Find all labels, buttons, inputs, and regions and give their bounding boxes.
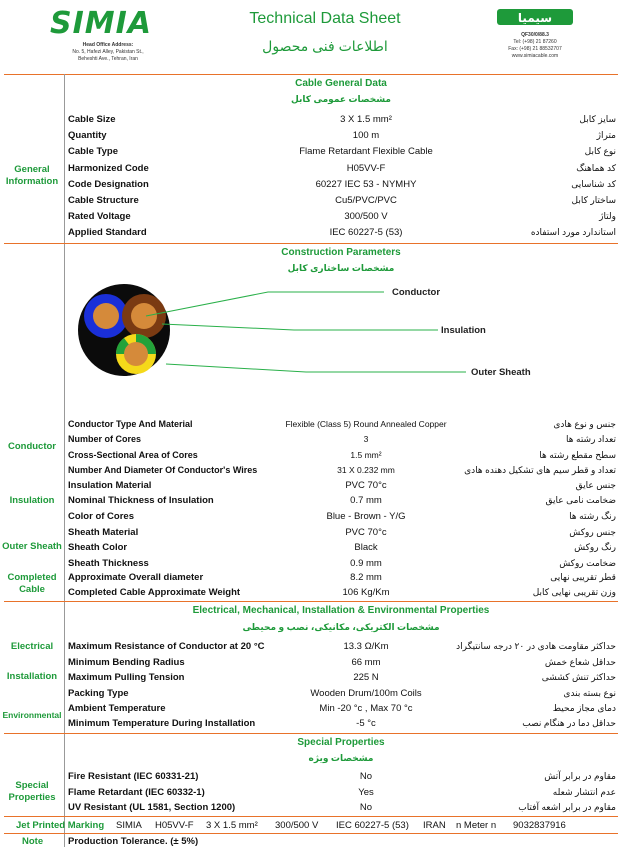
insulation-leader-line: [162, 324, 438, 330]
row-label: Flame Retardant (IEC 60332-1): [68, 786, 205, 798]
document-title: Technical Data Sheet: [249, 10, 401, 27]
jet-part: IRAN: [423, 820, 446, 831]
conductor-leader-line: [146, 292, 384, 316]
office-address: [52, 42, 164, 63]
row-label: Sheath Thickness: [68, 557, 149, 569]
section-title-construction-fa: مشخصات ساختاری کابل: [287, 263, 395, 273]
data-row: [66, 639, 618, 654]
row-label: Sheath Color: [68, 542, 128, 554]
core-blue-conductor: [93, 303, 119, 329]
row-label: Maximum Pulling Tension: [68, 672, 185, 684]
contact-info: [490, 32, 580, 60]
row-label-fa: سطح مقطع رشته ها: [539, 449, 616, 460]
row-label: Ambient Temperature: [68, 703, 166, 714]
section-title-general: Cable General Data: [295, 78, 387, 89]
section-title-electrical-fa: مشخصات الکتریکی، مکانیکی، نصب و محیطی: [242, 622, 440, 632]
row-label-fa: نوع بسته بندی: [563, 687, 616, 698]
jet-part: H05VV-F: [155, 820, 194, 831]
side-label-electrical: Electrical: [10, 641, 54, 652]
row-label: Sheath Material: [68, 527, 139, 538]
row-label-fa: قطر تقریبی نهایی: [550, 572, 616, 582]
data-row: [66, 540, 618, 555]
data-row: [66, 509, 618, 524]
row-label-fa: مقاوم در برابر آتش: [544, 771, 616, 781]
data-row: [66, 655, 618, 670]
row-label: Harmonized Code: [68, 162, 149, 174]
row-value: PVC 70°c: [345, 527, 387, 538]
data-row: [66, 177, 618, 192]
conductor-callout: Conductor: [392, 287, 441, 298]
row-value: 60227 IEC 53 - NYMHY: [315, 178, 417, 190]
row-label-fa: کد شناسایی: [571, 178, 616, 189]
row-label: Completed Cable Approximate Weight: [68, 587, 241, 599]
data-row: [66, 556, 618, 571]
row-label: Maximum Resistance of Conductor at 20 °C: [68, 641, 265, 652]
row-label-fa: تعداد رشته ها: [566, 434, 616, 445]
qf-code: QF30/0/88.3: [521, 32, 549, 38]
row-label-fa: ولتاژ: [599, 211, 616, 222]
row-label-fa: جنس و نوع هادی: [553, 419, 616, 429]
insulation-callout: Insulation: [441, 325, 486, 336]
header: [0, 0, 622, 72]
data-row: [66, 800, 618, 815]
row-label-fa: سایز کابل: [579, 114, 616, 124]
row-value: No: [359, 802, 373, 813]
divider: [4, 733, 618, 734]
data-row: [66, 112, 618, 127]
row-label-fa: تعداد و قطر سیم های تشکیل دهنده هادی: [464, 464, 616, 475]
row-value: 225 N: [353, 672, 379, 684]
document-title-fa: اطلاعات فنی محصول: [262, 38, 388, 54]
jet-part: IEC 60227-5 (53): [336, 820, 409, 831]
row-label: Approximate Overall diameter: [68, 572, 204, 583]
row-label: Number And Diameter Of Conductor's Wires: [68, 464, 258, 475]
note-text: Production Tolerance. (± 5%): [68, 836, 199, 847]
row-label-fa: رنگ رشته ها: [569, 510, 616, 521]
website: www.simiacable.com: [511, 53, 559, 59]
row-value: Yes: [358, 786, 374, 798]
jet-part: 9032837916: [513, 820, 566, 831]
row-label-fa: استاندارد مورد استفاده: [530, 227, 616, 238]
sheath-leader-line: [166, 364, 466, 372]
note-row: [0, 835, 622, 847]
row-label-fa: دمای مجاز محیط: [552, 703, 616, 713]
jet-part: n Meter n: [456, 820, 497, 831]
section-title-special-fa: مشخصات ویژه: [308, 753, 374, 763]
row-label-fa: جنس عایق: [575, 480, 616, 490]
row-value: 0.7 mm: [350, 495, 382, 507]
row-value: Flexible (Class 5) Round Annealed Copper: [285, 419, 447, 429]
data-row: [66, 525, 618, 540]
row-value: 8.2 mm: [350, 572, 382, 583]
core-yg-conductor: [124, 342, 148, 366]
section-title-electrical: Electrical, Mechanical, Installation & Environmental Properties: [192, 605, 490, 616]
cable-cross-section-diagram: [66, 270, 618, 412]
data-row: [66, 463, 618, 478]
row-label: Minimum Bending Radius: [68, 657, 185, 668]
side-label-insulation: Insulation: [9, 495, 55, 506]
row-value: IEC 60227-5 (53): [329, 227, 403, 239]
row-label-fa: حداکثر مقاومت هادی در ۲۰ درجه سانتیگراد: [456, 641, 616, 651]
row-label: Cross-Sectional Area of Cores: [68, 449, 198, 460]
data-row: [66, 193, 618, 208]
data-row: [66, 716, 618, 731]
row-label-fa: جنس روکش: [569, 527, 616, 537]
row-label-fa: متراژ: [596, 130, 616, 141]
row-label: Quantity: [68, 130, 107, 142]
row-label-fa: رنگ روکش: [574, 542, 616, 553]
simia-fa-logo: [495, 6, 575, 28]
row-label-fa: حداقل دما در هنگام نصب: [522, 718, 616, 729]
data-row: [66, 570, 618, 585]
row-label: Cable Type: [68, 146, 118, 158]
row-value: 1.5 mm²: [350, 449, 382, 460]
data-row: [66, 417, 618, 432]
row-label: Insulation Material: [68, 480, 152, 491]
row-label: Nominal Thickness of Insulation: [68, 495, 214, 507]
row-value: Black: [354, 542, 378, 554]
row-label: Cable Size: [68, 114, 116, 125]
row-value: H05VV-F: [346, 162, 386, 174]
row-value: Wooden Drum/100m Coils: [310, 687, 422, 699]
row-label: Code Designation: [68, 178, 149, 190]
divider: [4, 833, 618, 834]
data-row: [66, 585, 618, 600]
side-label-conductor: Conductor: [7, 441, 57, 452]
row-label-fa: عدم انتشار شعله: [552, 786, 616, 797]
row-value: No: [359, 771, 373, 782]
simia-fa-logo-text: سیمیا: [517, 11, 553, 25]
row-label-fa: ضخامت روکش: [559, 557, 616, 568]
data-row: [66, 209, 618, 224]
office-address-title: Head Office Address:: [82, 42, 134, 48]
section-title-construction: Construction Parameters: [281, 247, 401, 258]
row-label-fa: مقاوم در برابر اشعه آفتاب: [518, 802, 616, 812]
section-title-general-fa: مشخصات عمومی کابل: [290, 94, 392, 104]
column-divider: [64, 74, 65, 847]
note-label: Note: [22, 836, 44, 847]
telephone: Tel: (+98) 21 87260: [513, 39, 557, 45]
row-value: 31 X 0.232 mm: [337, 464, 395, 475]
side-label-sheath: Outer Sheath: [2, 541, 62, 552]
row-label: Minimum Temperature During Installation: [68, 718, 256, 730]
row-label: Applied Standard: [68, 227, 147, 239]
row-label: Packing Type: [68, 687, 129, 699]
row-value: 66 mm: [351, 657, 381, 668]
outer-sheath-callout: Outer Sheath: [471, 367, 531, 378]
office-address-line-1: No. 5, Hafezi Alley, Pakistan St.,: [72, 49, 144, 55]
divider: [4, 601, 618, 602]
row-value: 100 m: [352, 130, 380, 142]
row-value: Blue - Brown - Y/G: [326, 510, 406, 522]
data-row: [66, 769, 618, 784]
row-label-fa: ضخامت نامی عایق: [545, 495, 616, 506]
side-label-installation: Installation: [6, 671, 58, 682]
data-row: [66, 701, 618, 716]
row-value: Min -20 °c , Max 70 °c: [319, 703, 413, 714]
row-value: PVC 70°c: [345, 480, 387, 491]
data-row: [66, 128, 618, 143]
row-label: Conductor Type And Material: [68, 419, 193, 429]
jet-printed-marking: [0, 818, 622, 832]
side-label-completed: Completed Cable: [7, 572, 57, 595]
data-row: [66, 785, 618, 800]
row-label-fa: وزن تقریبی نهایی کابل: [532, 587, 616, 598]
data-row: [66, 448, 618, 463]
row-label: Rated Voltage: [68, 211, 131, 223]
row-label: Color of Cores: [68, 510, 134, 522]
data-row: [66, 225, 618, 240]
row-label-fa: نوع کابل: [584, 146, 616, 157]
row-label: Fire Resistant (IEC 60331-21): [68, 771, 199, 782]
divider: [4, 74, 618, 75]
data-row: [66, 144, 618, 159]
data-row: [66, 161, 618, 176]
row-label: Cable Structure: [68, 195, 139, 206]
data-row: [66, 493, 618, 508]
divider: [4, 243, 618, 244]
side-label-special: Special Properties: [8, 780, 56, 803]
row-value: Cu5/PVC/PVC: [335, 195, 397, 206]
jet-part: SIMIA: [116, 820, 142, 831]
jet-part: 300/500 V: [275, 820, 319, 831]
section-title-special: Special Properties: [297, 737, 385, 748]
row-value: Flame Retardant Flexible Cable: [299, 146, 433, 158]
side-label-environmental: Environmental: [2, 710, 62, 720]
row-value: 3 X 1.5 mm²: [340, 114, 392, 125]
row-label-fa: حداکثر تنش کششی: [541, 672, 616, 683]
row-value: 3: [363, 434, 369, 445]
divider: [4, 816, 618, 817]
office-address-line-2: Beheshti Ave., Tehran, Iran: [78, 56, 138, 62]
row-value: 13.3 Ω/Km: [343, 641, 389, 652]
row-label-fa: حداقل شعاع خمش: [544, 657, 616, 667]
row-label-fa: کد هماهنگ: [576, 162, 616, 173]
row-value: 106 Kg/Km: [342, 587, 390, 599]
jet-part: 3 X 1.5 mm²: [206, 820, 258, 831]
jet-label: Jet Printed Marking: [16, 820, 105, 831]
row-label: UV Resistant (UL 1581, Section 1200): [68, 802, 236, 813]
core-brown-conductor: [131, 303, 157, 329]
simia-logo: SIMIA: [50, 6, 153, 41]
row-value: 300/500 V: [344, 211, 388, 223]
side-label-general: General Information: [5, 164, 59, 187]
row-value: 0.9 mm: [350, 557, 382, 569]
row-value: -5 °c: [356, 718, 376, 730]
row-label-fa: ساختار کابل: [571, 195, 616, 205]
data-row: [66, 686, 618, 701]
data-row: [66, 670, 618, 685]
fax: Fax: (+98) 21 88532707: [508, 46, 562, 52]
data-row: [66, 478, 618, 493]
row-label: Number of Cores: [68, 434, 142, 445]
data-row: [66, 432, 618, 447]
